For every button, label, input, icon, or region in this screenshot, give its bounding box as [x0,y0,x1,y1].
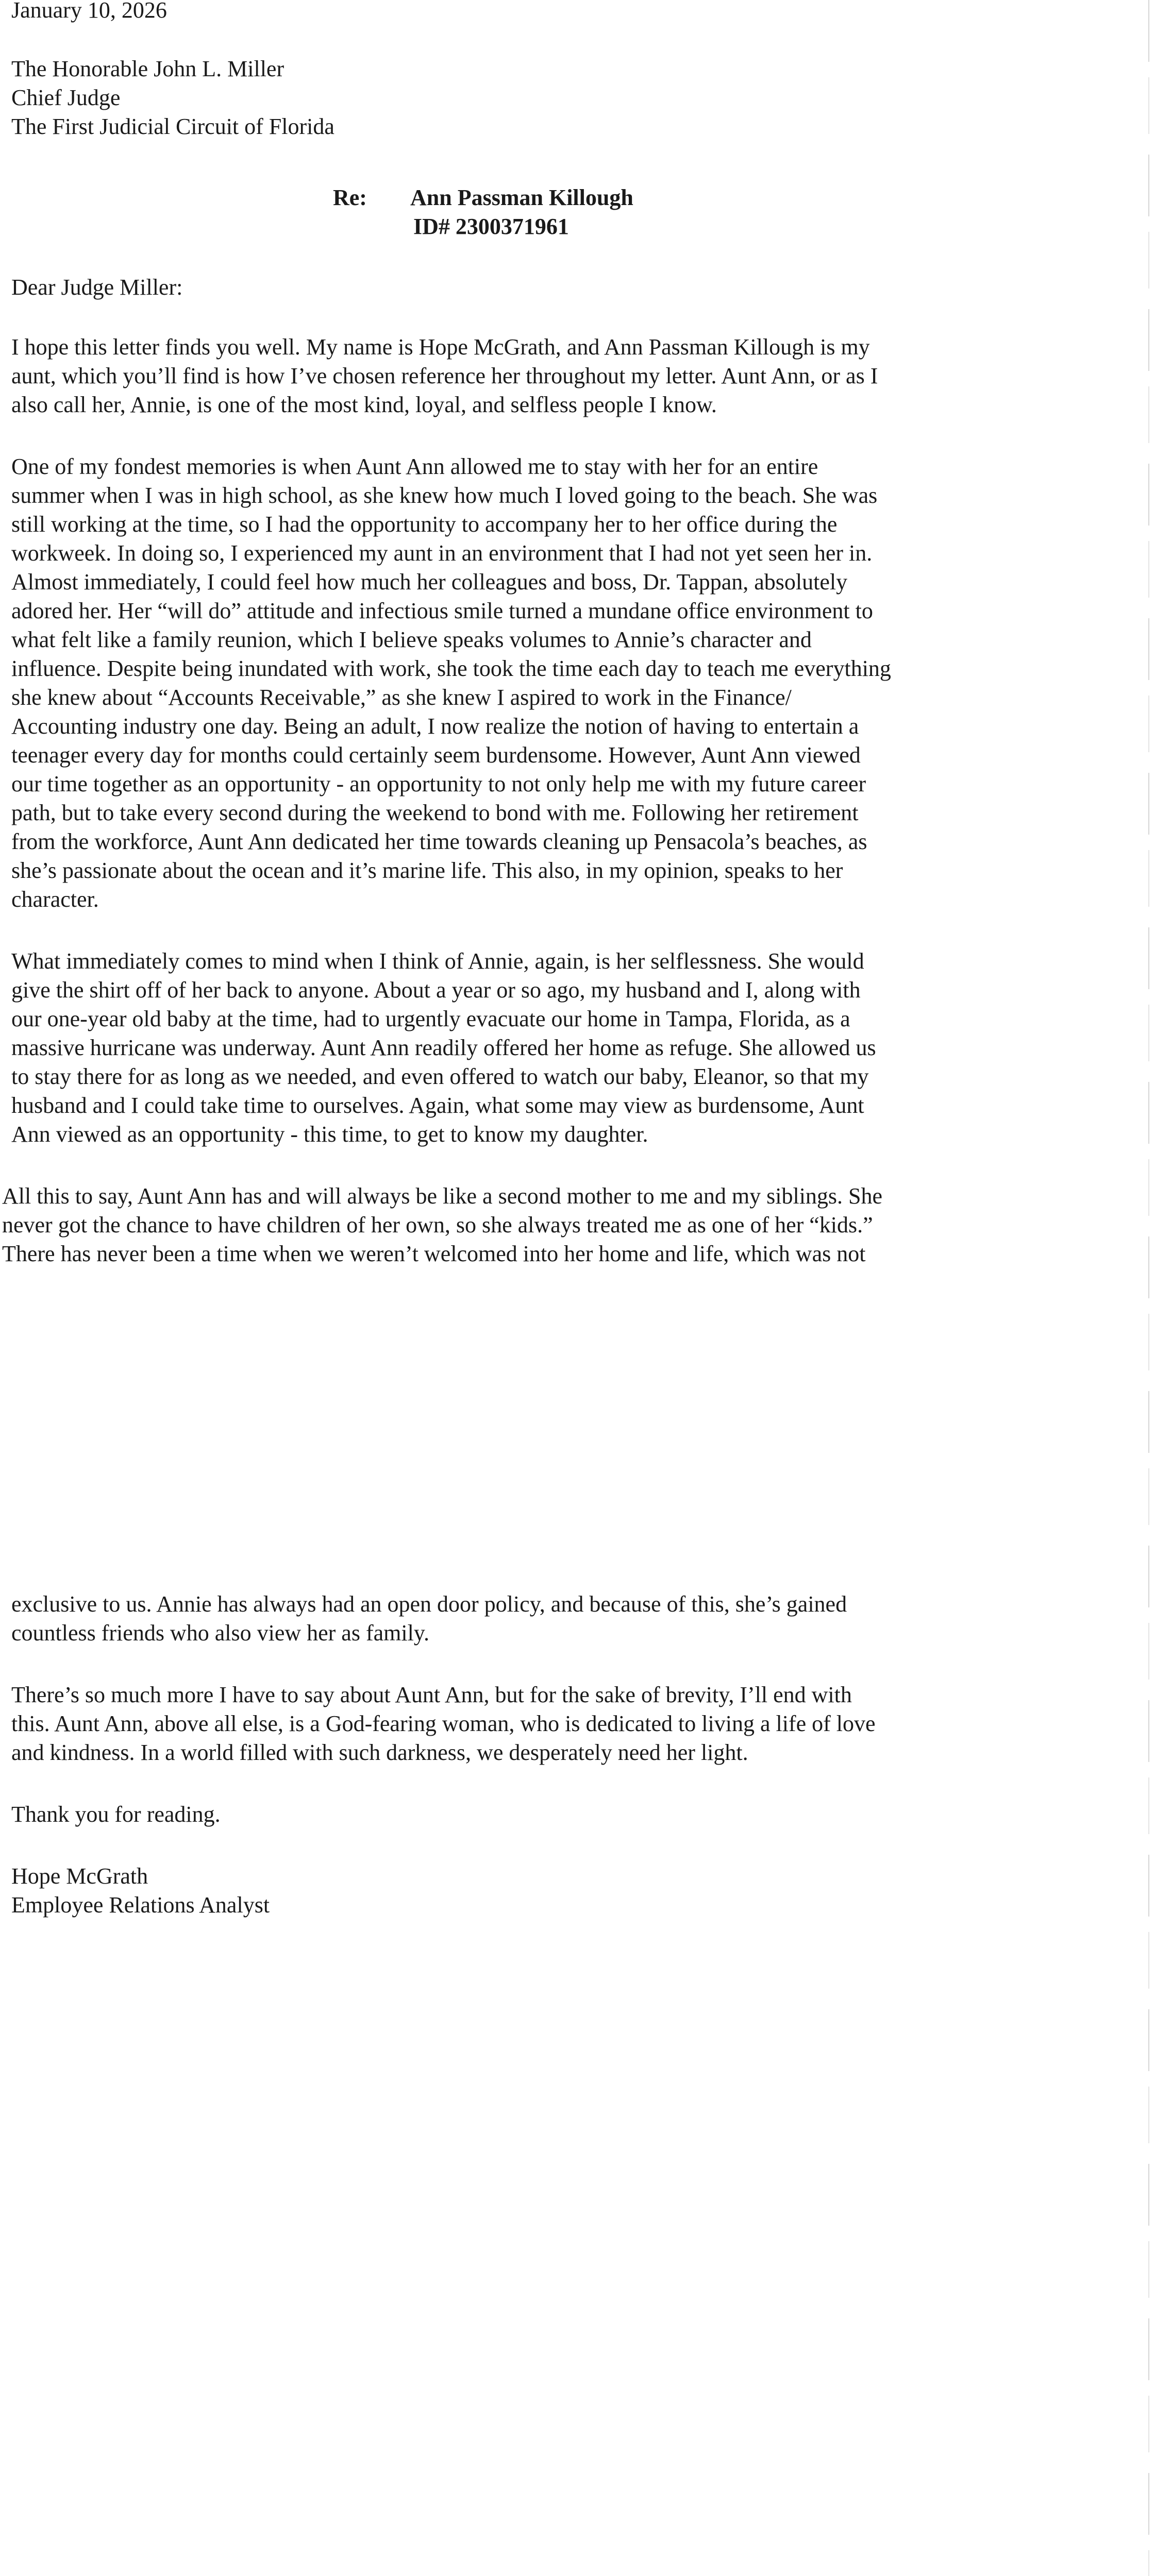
paragraph-line: path, but to take every second during the weekend to bond with me. Following her retirement [11,800,859,825]
paragraph-line: exclusive to us. Annie has always had an open door policy, and because of this, she’s gained [11,1591,847,1617]
signature-title: Employee Relations Analyst [11,1892,270,1918]
paragraph-line: There has never been a time when we weren’t welcomed into her home and life, which was not [2,1241,866,1266]
paragraph-line: also call her, Annie, is one of the most kind, loyal, and selfless people I know. [11,392,717,417]
re-subject-id: ID# 2300371961 [413,214,569,239]
paragraph-line: to stay there for as long as we needed, and even offered to watch our baby, Eleanor, so that my [11,1064,869,1089]
paragraph-line: What immediately comes to mind when I think of Annie, again, is her selflessness. She would [11,948,864,974]
paragraph-line: from the workforce, Aunt Ann dedicated her time towards cleaning up Pensacola’s beaches, as [11,829,867,854]
paragraph-line: Ann viewed as an opportunity - this time, to get to know my daughter. [11,1122,648,1147]
re-subject-name: Ann Passman Killough [410,185,633,210]
paragraph-line: character. [11,887,99,912]
paragraph-line: Almost immediately, I could feel how much her colleagues and boss, Dr. Tappan, absolutely [11,569,848,595]
paragraph-line: Accounting industry one day. Being an adult, I now realize the notion of having to entertain a [11,714,859,739]
paragraph-line: this. Aunt Ann, above all else, is a God-fearing woman, who is dedicated to living a life of love [11,1711,876,1736]
paragraph-line: All this to say, Aunt Ann has and will always be like a second mother to me and my siblings. She [2,1183,883,1209]
letter-date: January 10, 2026 [11,0,167,23]
paragraph-line: summer when I was in high school, as she knew how much I loved going to the beach. She was [11,483,878,508]
paragraph-line: countless friends who also view her as family. [11,1620,429,1646]
recipient-title: Chief Judge [11,85,121,110]
paragraph-line: our time together as an opportunity - an opportunity to not only help me with my future career [11,771,866,796]
closing-line: Thank you for reading. [11,1802,221,1827]
paragraph-line: adored her. Her “will do” attitude and infectious smile turned a mundane office environment to [11,598,873,623]
paragraph-line: One of my fondest memories is when Aunt Ann allowed me to stay with her for an entire [11,454,818,479]
paragraph-line: aunt, which you’ll find is how I’ve chosen reference her throughout my letter. Aunt Ann, or as I [11,363,878,388]
paragraph-line: husband and I could take time to ourselves. Again, what some may view as burdensome, Aunt [11,1093,864,1118]
paragraph-line: still working at the time, so I had the opportunity to accompany her to her office during the [11,512,838,537]
paragraph-line: and kindness. In a world filled with such darkness, we desperately need her light. [11,1740,748,1765]
paragraph-line: influence. Despite being inundated with work, she took the time each day to teach me everything [11,656,891,681]
paragraph-line: what felt like a family reunion, which I believe speaks volumes to Annie’s character and [11,627,812,652]
paragraph-line: our one-year old baby at the time, had to urgently evacuate our home in Tampa, Florida, as a [11,1006,850,1031]
signature-name: Hope McGrath [11,1863,148,1889]
recipient-court: The First Judicial Circuit of Florida [11,114,334,139]
paragraph-line: she’s passionate about the ocean and it’s marine life. This also, in my opinion, speaks to her [11,858,843,883]
paragraph-line: she knew about “Accounts Receivable,” as she knew I aspired to work in the Finance/ [11,685,792,710]
paragraph-line: teenager every day for months could certainly seem burdensome. However, Aunt Ann viewed [11,742,861,768]
paragraph-line: I hope this letter finds you well. My name is Hope McGrath, and Ann Passman Killough is my [11,334,870,360]
paragraph-line: never got the chance to have children of her own, so she always treated me as one of her “kids.” [2,1212,873,1238]
recipient-name: The Honorable John L. Miller [11,56,284,81]
paragraph-line: There’s so much more I have to say about Aunt Ann, but for the sake of brevity, I’ll end with [11,1682,852,1707]
salutation: Dear Judge Miller: [11,275,183,300]
paragraph-line: give the shirt off of her back to anyone. About a year or so ago, my husband and I, along with [11,977,861,1003]
paragraph-line: massive hurricane was underway. Aunt Ann readily offered her home as refuge. She allowed us [11,1035,876,1060]
scan-edge-divider [1148,0,1149,2576]
paragraph-line: workweek. In doing so, I experienced my aunt in an environment that I had not yet seen her in. [11,540,873,566]
re-label: Re: [333,185,367,210]
